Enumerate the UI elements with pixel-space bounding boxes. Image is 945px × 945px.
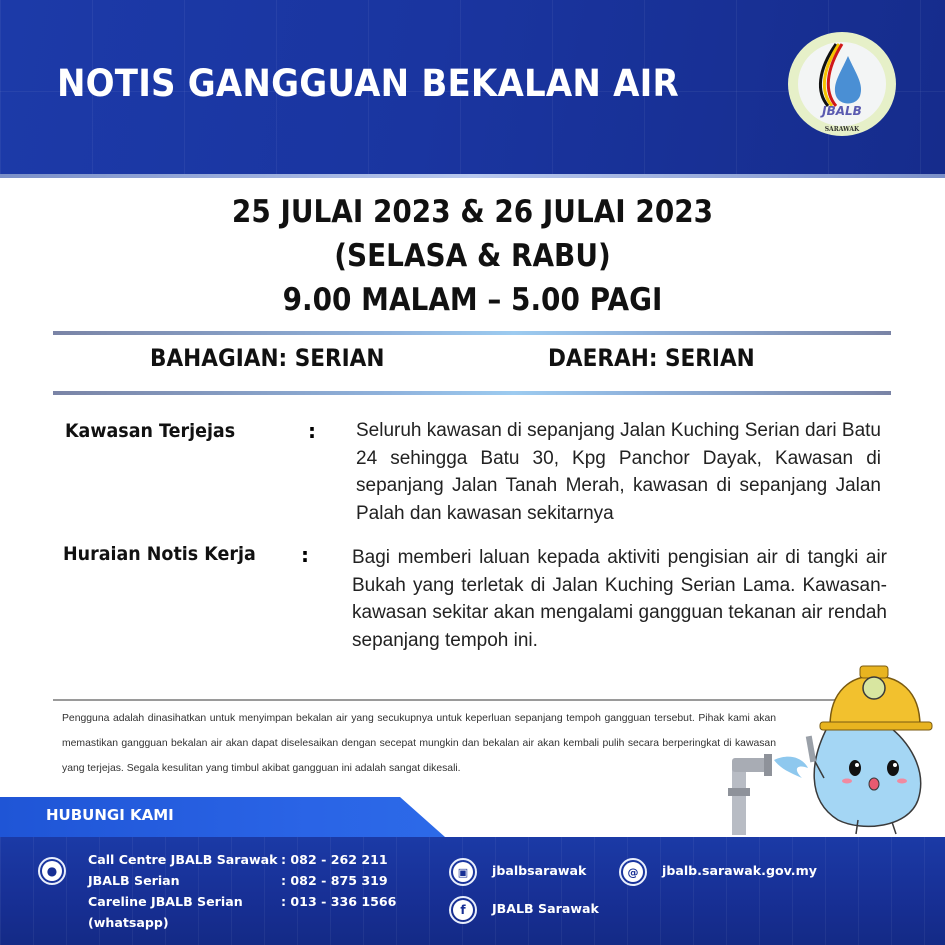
instagram-icon[interactable]: ▣ — [449, 858, 477, 886]
facebook-page[interactable]: JBALB Sarawak — [492, 901, 599, 916]
user-icon: ● — [38, 857, 66, 885]
work-description-colon: : — [301, 543, 309, 567]
contact-row-call-centre — [88, 852, 418, 872]
affected-area-label: Kawasan Terjejas — [65, 420, 236, 442]
contact-note: (whatsapp) — [88, 915, 169, 930]
header-banner — [0, 0, 945, 178]
contact-number[interactable]: : 082 - 262 211 — [281, 852, 388, 867]
disruption-time: 9.00 MALAM – 5.00 PAGI — [282, 282, 663, 318]
work-description-label: Huraian Notis Kerja — [63, 543, 256, 565]
contact-number[interactable]: : 082 - 875 319 — [281, 873, 388, 888]
water-drop-mascot-icon — [712, 660, 945, 840]
website-link[interactable]: jbalb.sarawak.gov.my — [662, 863, 817, 878]
contact-row-careline — [88, 894, 418, 914]
region-daerah: DAERAH: SERIAN — [548, 344, 755, 372]
schedule-block — [0, 190, 945, 322]
contact-title: HUBUNGI KAMI — [46, 806, 174, 824]
disruption-days: (SELASA & RABU) — [334, 238, 611, 274]
contact-name: Careline JBALB Serian — [88, 894, 243, 909]
work-description-value: Bagi memberi laluan kepada aktiviti pengisian air di tangki air Bukah yang terletak di Jalan Kuching Serian Lama. Kawasan-kawasan sekitar akan mengalami gangguan tekanan air rendah sepanjang tempoh ini. — [352, 547, 887, 651]
divider-top — [53, 331, 891, 335]
instagram-handle[interactable]: jbalbsarawak — [492, 863, 587, 878]
facebook-icon[interactable]: f — [449, 896, 477, 924]
advisory-text: Pengguna adalah dinasihatkan untuk menyimpan bekalan air yang secukupnya untuk keperluan sepanjang tempoh gangguan tersebut. Pihak kami akan memastikan gangguan bekalan air akan dapat diselesaikan dengan secepat mungkin dan bekalan air akan kembali pulih secara berperingkat di kawasan yang terjejas. Segala kesulitan yang timbul akibat gangguan ini adalah sangat dikesali. — [62, 713, 776, 774]
notice-title: NOTIS GANGGUAN BEKALAN AIR — [57, 62, 679, 105]
jbalb-logo-icon — [786, 30, 898, 138]
contact-name: Call Centre JBALB Sarawak — [88, 852, 278, 867]
svg-text:SARAWAK: SARAWAK — [824, 126, 860, 133]
svg-text:JBALB: JBALB — [822, 104, 862, 118]
region-bahagian: BAHAGIAN: SERIAN — [150, 344, 385, 372]
contact-row-serian — [88, 873, 418, 893]
at-sign-icon[interactable]: @ — [619, 858, 647, 886]
disruption-dates: 25 JULAI 2023 & 26 JULAI 2023 — [231, 194, 714, 230]
contact-name: JBALB Serian — [88, 873, 180, 888]
contact-row-whatsapp-note — [88, 915, 418, 935]
affected-area-value: Seluruh kawasan di sepanjang Jalan Kuching Serian dari Batu 24 sehingga Batu 30, Kpg Panchor Dayak, Kawasan di sepanjang Jalan Tanah Merah, kawasan di sepanjang Jalan Palah dan kawasan sekitarnya — [356, 420, 881, 524]
footer — [0, 837, 945, 945]
divider-bottom — [53, 391, 891, 395]
affected-area-colon: : — [308, 419, 316, 443]
contact-number[interactable]: : 013 - 336 1566 — [281, 894, 397, 909]
